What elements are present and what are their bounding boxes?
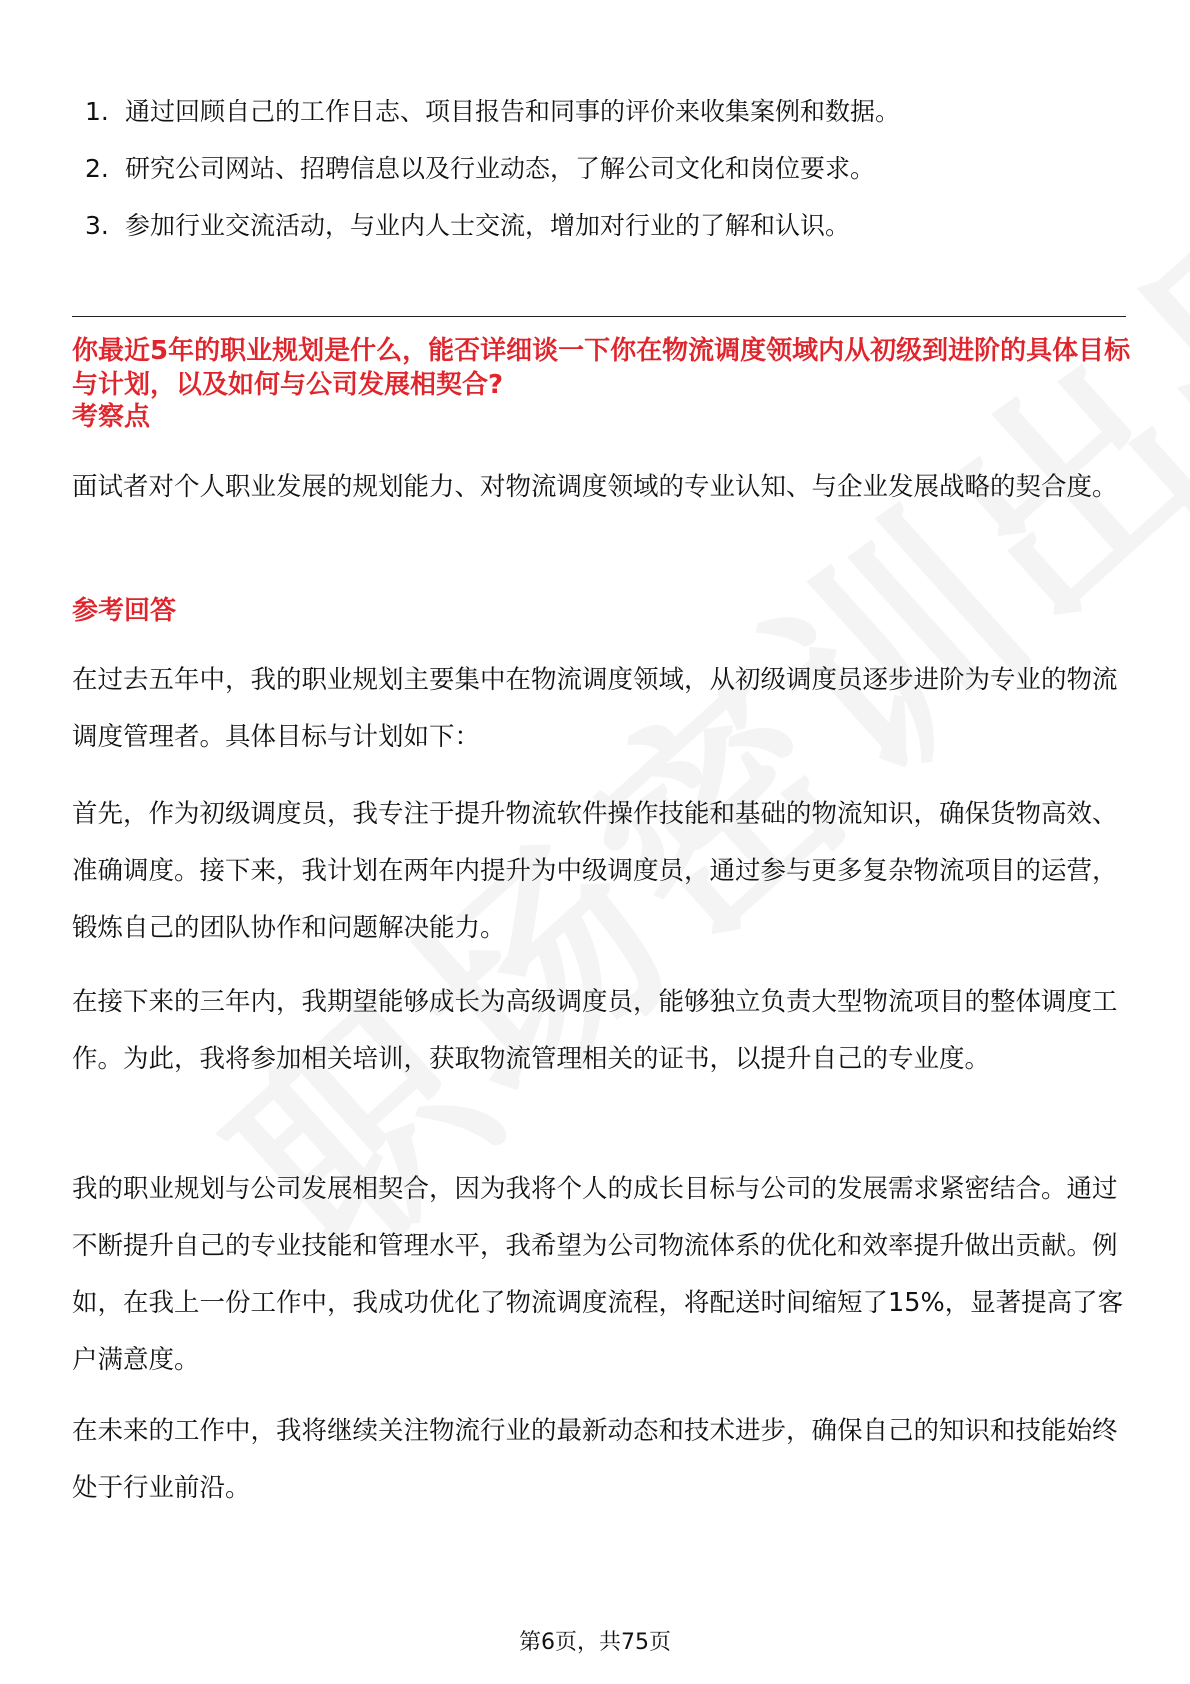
interview-question: 你最近5年的职业规划是什么，能否详细谈一下你在物流调度领域内从初级到进阶的具体目标与计划，以及如何与公司发展相契合? bbox=[72, 336, 1131, 400]
list-text: 研究公司网站、招聘信息以及行业动态，了解公司文化和岗位要求。 bbox=[125, 154, 876, 183]
answer-heading: 参考回答 bbox=[72, 596, 177, 626]
answer-paragraph: 首先，作为初级调度员，我专注于提升物流软件操作技能和基础的物流知识，确保货物高效、准确调度。接下来，我计划在两年内提升为中级调度员，通过参与更多复杂物流项目的运营，锻炼自己的团队协作和问题解决能力。 bbox=[72, 799, 1118, 943]
list-text: 通过回顾自己的工作日志、项目报告和同事的评价来收集案例和数据。 bbox=[125, 97, 901, 126]
list-number: 2. bbox=[85, 154, 109, 183]
list-item bbox=[85, 96, 1125, 128]
list-text: 参加行业交流活动，与业内人士交流，增加对行业的了解和认识。 bbox=[125, 211, 851, 240]
section-divider bbox=[72, 316, 1126, 317]
answer-paragraph: 我的职业规划与公司发展相契合，因为我将个人的成长目标与公司的发展需求紧密结合。通过不断提升自己的专业技能和管理水平，我希望为公司物流体系的优化和效率提升做出贡献。例如，在我上一份工作中，我成功优化了物流调度流程，将配送时间缩短了15%，显著提高了客户满意度。 bbox=[72, 1174, 1124, 1375]
examine-text: 面试者对个人职业发展的规划能力、对物流调度领域的专业认知、与企业发展战略的契合度。 bbox=[72, 472, 1118, 502]
examine-heading: 考察点 bbox=[72, 402, 151, 432]
list-number: 1. bbox=[85, 97, 109, 126]
list-item bbox=[85, 210, 1125, 242]
numbered-list bbox=[85, 96, 1125, 267]
answer-paragraph: 在过去五年中，我的职业规划主要集中在物流调度领域，从初级调度员逐步进阶为专业的物流调度管理者。具体目标与计划如下： bbox=[72, 665, 1118, 752]
list-item bbox=[85, 153, 1125, 185]
page-number: 第6页，共75页 bbox=[519, 1630, 671, 1655]
answer-paragraph: 在未来的工作中，我将继续关注物流行业的最新动态和技术进步，确保自己的知识和技能始终处于行业前沿。 bbox=[72, 1416, 1118, 1503]
answer-paragraph: 在接下来的三年内，我期望能够成长为高级调度员，能够独立负责大型物流项目的整体调度工作。为此，我将参加相关培训，获取物流管理相关的证书，以提升自己的专业度。 bbox=[72, 987, 1118, 1074]
list-number: 3. bbox=[85, 211, 109, 240]
